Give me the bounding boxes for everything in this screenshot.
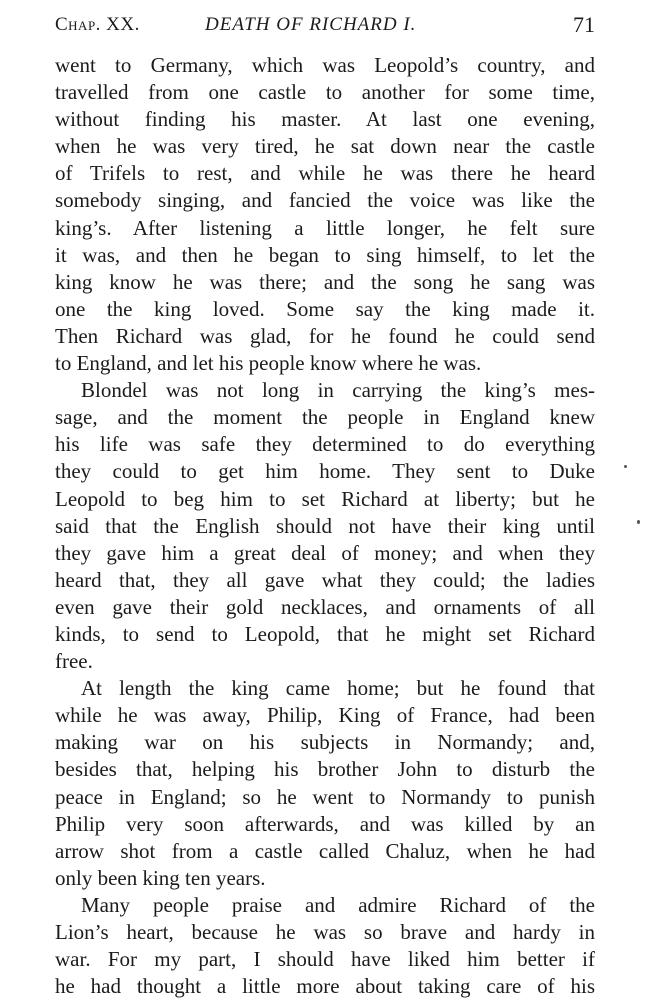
text-line: arrow shot from a castle called Chaluz, when he had xyxy=(55,838,595,863)
text-line: went to Germany, which was Leopold’s country, and xyxy=(55,53,595,77)
text-line: making war on his subjects in Normandy; and, xyxy=(55,730,595,755)
text-line: war. For my part, I should have liked him better if xyxy=(55,947,595,972)
text-line: besides that, helping his brother John to disturb the xyxy=(55,757,595,782)
text-line: he had thought a little more about taking care of his xyxy=(55,974,595,999)
text-line: while he was away, Philip, King of France, had been xyxy=(55,703,595,728)
text-line: when he was very tired, he sat down near the castle xyxy=(55,134,595,159)
running-head xyxy=(55,8,595,42)
text-line: king’s. After listening a little longer, he felt sure xyxy=(55,215,595,240)
page-number: 71 xyxy=(573,12,595,37)
text-line: Then Richard was glad, for he found he could send xyxy=(55,323,595,348)
ink-speck xyxy=(624,465,627,468)
text-line: Many people praise and admire Richard of the xyxy=(81,892,595,917)
text-line: one the king loved. Some say the king made it. xyxy=(55,296,595,321)
text-line: free. xyxy=(55,649,93,674)
text-line: Lion’s heart, because he was so brave and hardy in xyxy=(55,920,595,944)
text-line: to England, and let his people know where he was. xyxy=(55,351,482,376)
body-text xyxy=(55,52,595,1000)
text-line: only been king ten years. xyxy=(55,865,266,890)
text-line: even gave their gold necklaces, and ornaments of all xyxy=(55,594,595,619)
text-line: kinds, to send to Leopold, that he might set Richard xyxy=(55,621,595,646)
text-line: peace in England; so he went to Normandy to punish xyxy=(55,784,595,809)
text-line: they gave him a great deal of money; and when they xyxy=(55,540,595,565)
text-line: said that the English should not have their king until xyxy=(55,513,595,538)
text-line: without finding his master. At last one evening, xyxy=(55,107,595,132)
text-line: somebody singing, and fancied the voice was like the xyxy=(55,188,595,213)
chapter-label: Chap. XX. xyxy=(55,14,140,35)
text-line: Leopold to beg him to set Richard at liberty; but he xyxy=(55,486,595,511)
text-line: heard that, they all gave what they could; the ladies xyxy=(55,567,595,592)
text-line: they could to get him home. They sent to Duke xyxy=(55,459,595,484)
ink-speck xyxy=(637,520,640,524)
text-line: Philip very soon afterwards, and was killed by an xyxy=(55,811,595,836)
text-line: sage, and the moment the people in England knew xyxy=(55,405,595,430)
text-line: Blondel was not long in carrying the king’s mes- xyxy=(81,378,595,403)
text-line: king know he was there; and the song he sang was xyxy=(55,269,595,294)
text-line: it was, and then he began to sing himself, to let the xyxy=(55,242,595,267)
text-line: At length the king came home; but he found that xyxy=(81,676,595,701)
text-line: of Trifels to rest, and while he was there he heard xyxy=(55,161,595,186)
text-line: his life was safe they determined to do everything xyxy=(55,432,595,457)
chapter-title: DEATH OF RICHARD I. xyxy=(205,14,417,35)
text-line: travelled from one castle to another for some time, xyxy=(55,80,595,105)
